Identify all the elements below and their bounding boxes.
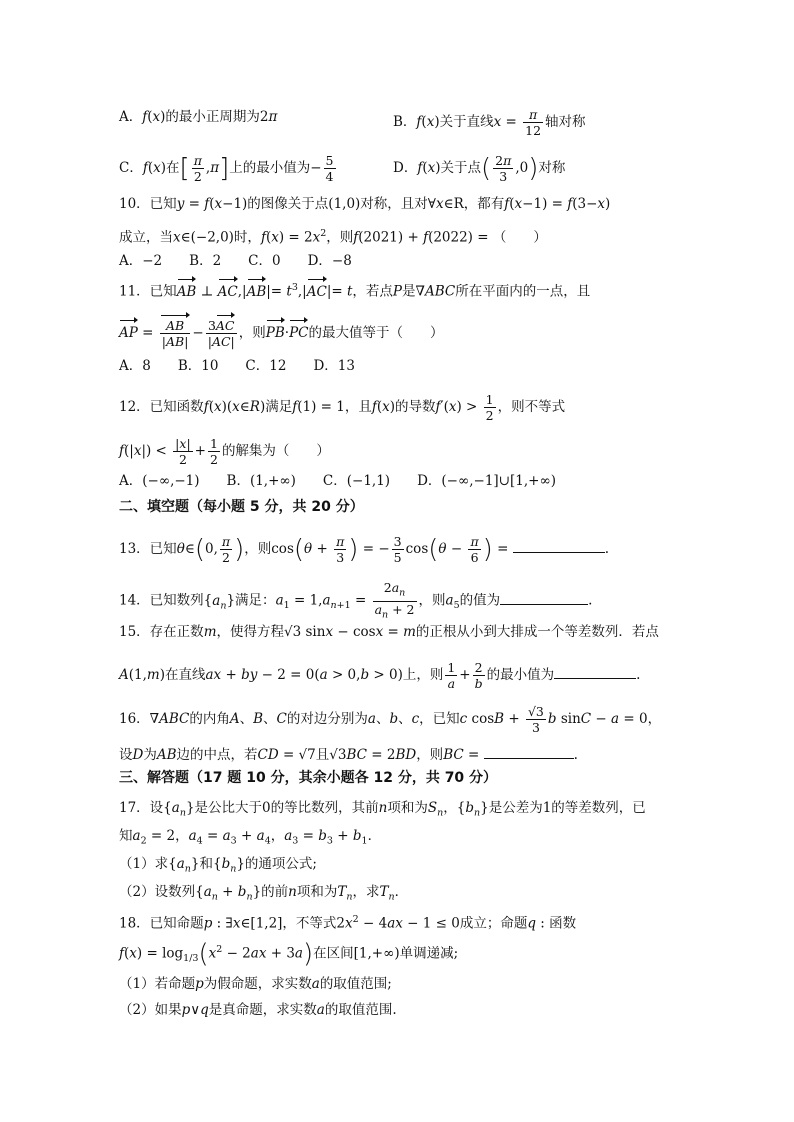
q10-options: A．−2 B．2 C．0 D．−8	[119, 253, 352, 269]
q9-option-a: A．f(x)的最小正周期为2π	[119, 109, 278, 125]
q12-line2: f(|x|) < $\frac{|x|}{2}$ + $\frac{1}{2}$ 的解集为（ ）	[119, 436, 330, 467]
q9-option-c: C．f(x)在[ $\frac{\pi}{2}$ ,π]上的最小值为− $\frac{5}{4}$	[119, 153, 334, 184]
q11-line2: AP = $\frac{AB}{|AB|}$ − $\frac{3AC}{|AC|}$ ，则PB·PC的最大值等于（ ）	[119, 318, 444, 349]
q18-sub1: （1）若命题p为假命题，求实数a的取值范围;	[119, 976, 392, 992]
q10-line1: 10．已知y = f(x−1)的图像关于点(1,0)对称，且对∀x∈R，都有f(x−1) = f(3−x)	[119, 196, 611, 212]
q13: 13．已知θ∈(0, $\frac{\pi}{2}$ )，则cos(θ + $\frac{\pi}{3}$ ) = − $\frac{3}{5}$ cos(θ − $\frac{\pi}{6}$ ) = .	[119, 534, 610, 565]
q18-line1: 18．已知命题p : ∃x∈[1,2]，不等式$2x^2 - 4ax - 1 \le 0$成立；命题q : 函数	[119, 914, 577, 932]
q12-options: A．(−∞,−1) B．(1,+∞) C．(−1,1) D．(−∞,−1]∪[1,+∞)	[119, 473, 556, 489]
section-fill-in-title: 二、填空题（每小题 5 分，共 20 分）	[119, 499, 364, 515]
q9-option-b: B．f(x)关于直线x = $\frac{\pi}{12}$ 轴对称	[393, 107, 586, 138]
q18-line2: $f(x) = \log_{1/3}(x^2 - 2ax + 3a)$在区间[1,+∞)单调递减;	[119, 939, 459, 969]
q15-line1: 15．存在正数m，使得方程√3 sinx − cosx = m的正根从小到大排成一个等差数列．若点	[119, 624, 659, 640]
q17-line1: 17．设$\{a_n\}$是公比大于0的等比数列，其前n项和为$S_n$，$\{b_n\}$是公差为1的等差数列，已	[119, 800, 646, 819]
q11-line1: 11．已知AB ⊥ $AC,|AB|= t^3,|AC|= t$，若点P是∇ABC所在平面内的一点，且	[119, 282, 591, 300]
section-answer-title: 三、解答题（17 题 10 分，其余小题各 12 分，共 70 分）	[119, 770, 498, 786]
q9-option-d: D．f(x)关于点( $\frac{2\pi}{3}$ ,0)对称	[393, 153, 566, 184]
q17-line2: 知$a_2 = 2$，$a_4 = a_3 + a_4$，$a_3 = b_3 + b_1$．	[119, 828, 382, 847]
q17-sub2: （2）设数列$\{a_n + b_n\}$的前n项和为$T_n$，求$T_n$．	[119, 884, 409, 903]
q10-line2: 成立，当x∈(−2,0)时，$f(x) = 2x^2$，则f(2021) + f(2022) = （ ）	[119, 228, 547, 246]
q17-sub1: （1）求$\{a_n\}$和$\{b_n\}$的通项公式;	[119, 856, 317, 875]
q13-answer-blank[interactable]	[513, 538, 605, 553]
q18-sub2: （2）如果p∨q是真命题，求实数a的取值范围.	[119, 1002, 397, 1018]
q14: 14．已知数列$\{a_n\}$满足：$a_1 = 1,a_{n+1}$ = $\frac{2a_n}{a_n + 2}$ ，则$a_5$的值为 .	[119, 580, 593, 620]
q11-options: A．8 B．10 C．12 D．13	[119, 358, 355, 374]
q16-answer-blank[interactable]	[484, 744, 574, 759]
q15-answer-blank[interactable]	[554, 664, 636, 679]
q15-line2: A(1,m)在直线ax + by − 2 = 0(a > 0,b > 0)上，则 $\frac{1}{a}$ + $\frac{2}{b}$ 的最小值为 .	[119, 660, 641, 691]
q16-line2: 设D为AB边的中点，若CD = √7且√3BC = 2BD，则BC = .	[119, 744, 578, 765]
q14-answer-blank[interactable]	[500, 590, 588, 605]
q12-line1: 12．已知函数f(x)(x∈R)满足f(1) = 1，且f(x)的导数f′(x) > $\frac{1}{2}$ ，则不等式	[119, 392, 566, 423]
q16-line1: 16．∇ABC的内角A、B、C的对边分别为a、b、c，已知c cosB + $\frac{√3}{3}$ b sinC − a = 0，	[119, 704, 662, 735]
